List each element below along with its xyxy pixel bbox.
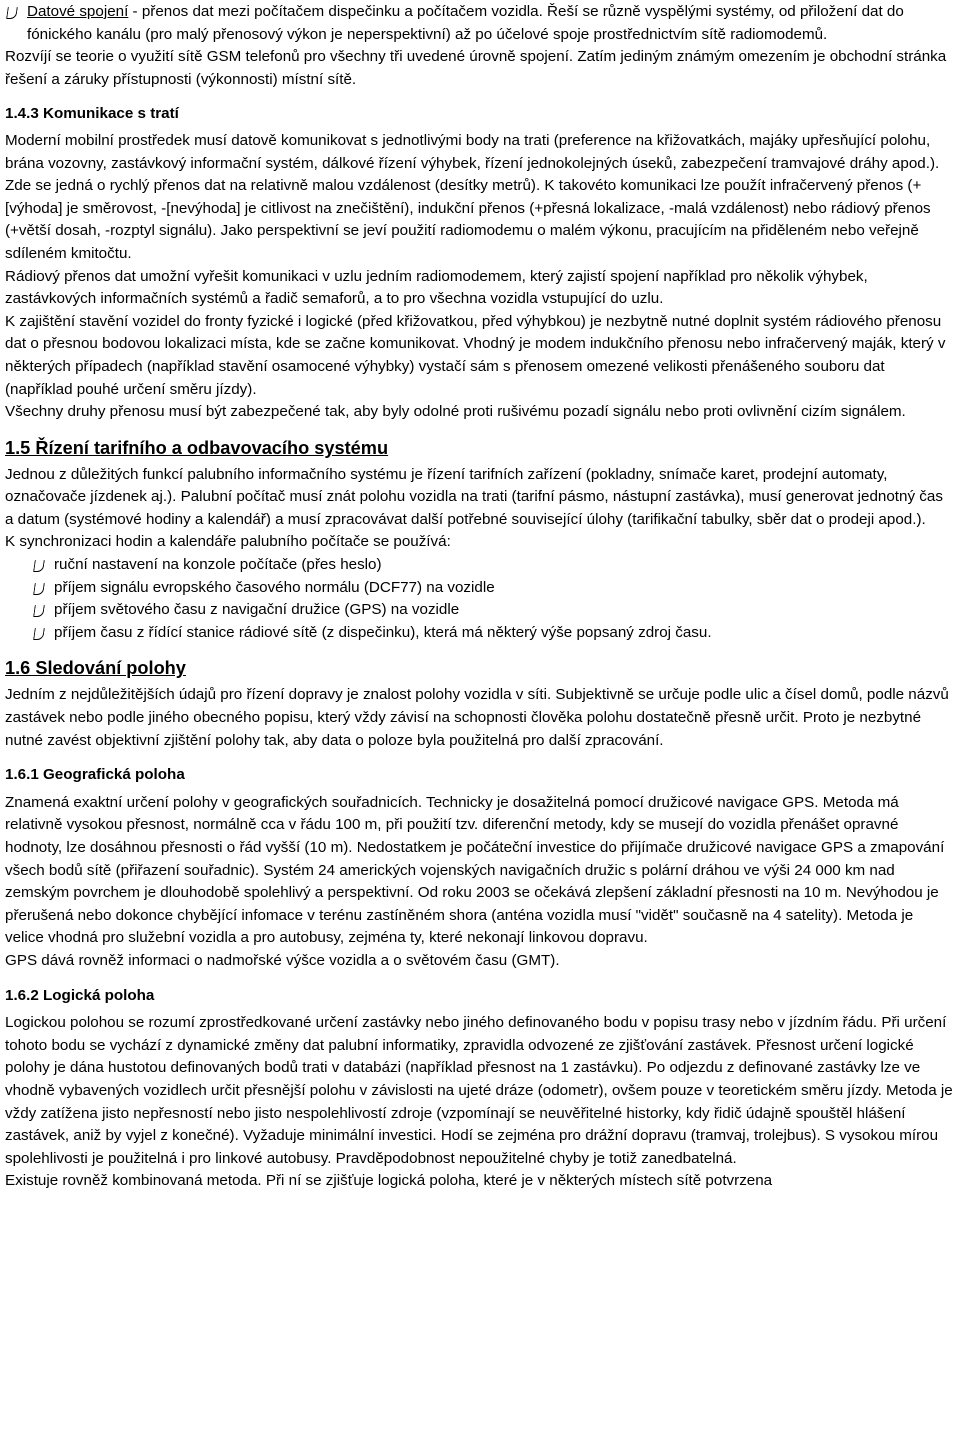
datove-spojeni-link[interactable]: Datové spojení — [27, 3, 129, 20]
check-bullet-icon — [33, 605, 45, 617]
list-item: příjem světového času z navigační družice (GPS) na vozidle — [32, 599, 954, 622]
paragraph: Moderní mobilní prostředek musí datově komunikovat s jednotlivými body na trati (preference na křižovatkách, majáky upřesňující polohu, brána vozovny, zastávkový informační systém, dálkové řízení výhybek, řízení jednokolejných úseků, zabezpečení tramvajové dráhy apod.). Zde se jedná o rychlý přenos dat na relativně malou vzdálenost (desítky metrů). K takovéto komunikaci lze použít infračervený přenos (+[výhoda] je směrovost, -[nevýhoda] je citlivost na znečištění), indukční přenos (+přesná lokalizace, -malá vzdálenost) nebo rádiový přenos (+větší dosah, -rozptyl signálu). Jako perspektivní se jeví použití radiomodemu o malém výkonu, pracujícím na přiděleném nebo veřejně sdíleném kmitočtu. — [5, 131, 940, 262]
section-heading-1-4-3: 1.4.3 Komunikace s tratí — [5, 105, 179, 123]
list-item: příjem signálu evropského časového normálu (DCF77) na vozidle — [32, 577, 954, 600]
check-bullet-icon — [33, 628, 45, 640]
paragraph: Všechny druhy přenosu musí být zabezpečené tak, aby byly odolné proti rušivému pozadí signálu nebo proti ovlivnění cizím signálem. — [5, 403, 906, 421]
paragraph: Existuje rovněž kombinovaná metoda. Při ní se zjišťuje logická poloha, které je v některých místech sítě potvrzena — [5, 1172, 773, 1190]
paragraph: GPS dává rovněž informaci o nadmořské výšce vozidla a o světovém času (GMT). — [5, 951, 560, 969]
section-heading-1-6: 1.6 Sledování polohy — [5, 658, 186, 679]
list-item: ruční nastavení na konzole počítače (přes heslo) — [32, 554, 954, 577]
check-bullet-icon — [33, 583, 45, 595]
paragraph: K zajištění stavění vozidel do fronty fyzické i logické (před křižovatkou, před výhybkou) je nezbytně nutné doplnit systém rádiového přenosu dat o přesnou bodovou lokalizaci místa, kde se začne komunikovat. Vhodný je modem indukčního přenosu nebo infračervený maják, který v některých případech (například stavění osamocené výhybky) vystačí sám s přenosem omezené velikosti přenášeného souboru dat (například pouhé určení směru jízdy). — [5, 312, 946, 398]
bullet-paragraph — [5, 1, 954, 46]
paragraph: K synchronizaci hodin a kalendáře palubního počítače se používá: — [5, 533, 451, 551]
paragraph: Jedním z nejdůležitějších údajů pro řízení dopravy je znalost polohy vozidla v síti. Subjektivně se určuje podle ulic a čísel domů, podle názvů zastávek nebo podle jiného obecného popisu, který vždy závisí na schopnosti člověka polohu dostatečně přesně určit. Proto je nezbytné nutné zavést objektivní zjištění polohy tak, aby data o poloze byla použitelná pro další zpracování. — [5, 686, 949, 749]
sync-methods-list — [5, 554, 954, 644]
section-heading-1-6-2: 1.6.2 Logická poloha — [5, 986, 155, 1004]
paragraph: Logickou polohou se rozumí zprostředkované určení zastávky nebo jiného definovaného bodu v popisu trasy nebo v jízdním řádu. Při určení tohoto bodu se vychází z dynamické změny dat palubní informatiky, zpravidla odvozené ze zjišťování zastávek. Přesnost určení logické polohy je dána hustotou definovaných bodů trati v databázi (například přesnost na 1 zastávku). Po odjezdu z definované zastávky lze ve vhodně vybavených vozidlech určit přesnější polohu v závislosti na ujeté dráze (odometr), ovšem pouze v teoretickém směru jízdy. Metoda je vždy zatížena jisto nepřesností nebo jisto nespolehlivostí zdroje (vzpomínají se neuvěřitelné historky, kdy řidič údajně spouštěl hlášení zastávek, aniž by vyjel z konečné). Vyžaduje minimální investici. Hodí se zejména pro drážní dopravu (tramvaj, trolejbus). S vysokou mírou spolehlivosti je použitelná i pro linkové autobusy. Pravděpodobnost nepoužitelné chyby je totiž zanedbatelná. — [5, 1014, 953, 1167]
check-bullet-icon — [6, 7, 18, 19]
section-heading-1-6-1: 1.6.1 Geografická poloha — [5, 766, 185, 784]
section-heading-1-5: 1.5 Řízení tarifního a odbavovacího systému — [5, 437, 389, 458]
paragraph: Jednou z důležitých funkcí palubního informačního systému je řízení tarifních zařízení (pokladny, snímače karet, prodejní automaty, označovače jízdenek aj.). Palubní počítač musí znát polohu vozidla na trati (tarifní pásmo, nástupní zastávka), musí generovat jednotný čas a datum (systémové hodiny a kalendář) a musí zpracovávat další potřebné související úlohy (tarifikační tabulky, sběr dat o prodeji apod.). — [5, 465, 943, 528]
gsm-paragraph: Rozvíjí se teorie o využití sítě GSM telefonů pro všechny tři uvedené úrovně spojení. Zatím jediným známým omezením je obchodní stránka řešení a záruky přístupnosti (výkonnosti) místní sítě. — [5, 48, 947, 88]
paragraph: Rádiový přenos dat umožní vyřešit komunikaci v uzlu jedním radiomodemem, který zajistí spojení například pro několik výhybek, zastávkových informačních systémů a řadič semaforů, a to pro všechna vozidla vstupující do uzlu. — [5, 267, 868, 308]
intro-paragraph: Datové spojení - přenos dat mezi počítačem dispečinku a počítačem vozidla. Řeší se různě vyspělými systémy, od přiložení dat do fónického kanálu (pro malý přenosový výkon je neperspektivní) až po účelové spoje prostřednictvím sítě radiomodemů. — [27, 3, 904, 43]
list-item: příjem času z řídící stanice rádiové sítě (z dispečinku), která má některý výše popsaný zdroj času. — [32, 622, 954, 645]
paragraph: Znamená exaktní určení polohy v geografických souřadnicích. Technicky je dosažitelná pomocí družicové navigace GPS. Metoda má relativně vysokou přesnost, normálně cca v řádu 100 m, při použití tzv. diferenční metody, kdy se musejí do vozidla přenášet opravné hodnoty, lze dosáhnou přesnosti o řád vyšší (10 m). Nedostatkem je počáteční investice do přijímače družicové navigace GPS a zmapování všech bodů sítě (přiřazení souřadnic). Systém 24 amerických vojenských navigačních družic s polární dráhou ve výši 24 000 km nad zemským povrchem je dlouhodobě spolehlivý a perspektivní. Od roku 2003 se očekává zlepšení základní přesnosti na 10 m. Nevýhodou je přerušená nebo dokonce chybějící infomace v terénu zastíněném shora (anténa vozidla musí "vidět" současně na 4 satelity). Metoda je velice vhodná pro služební vozidla a pro autobusy, zejména ty, které nekonají linkovou dopravu. — [5, 793, 945, 947]
check-bullet-icon — [33, 560, 45, 572]
